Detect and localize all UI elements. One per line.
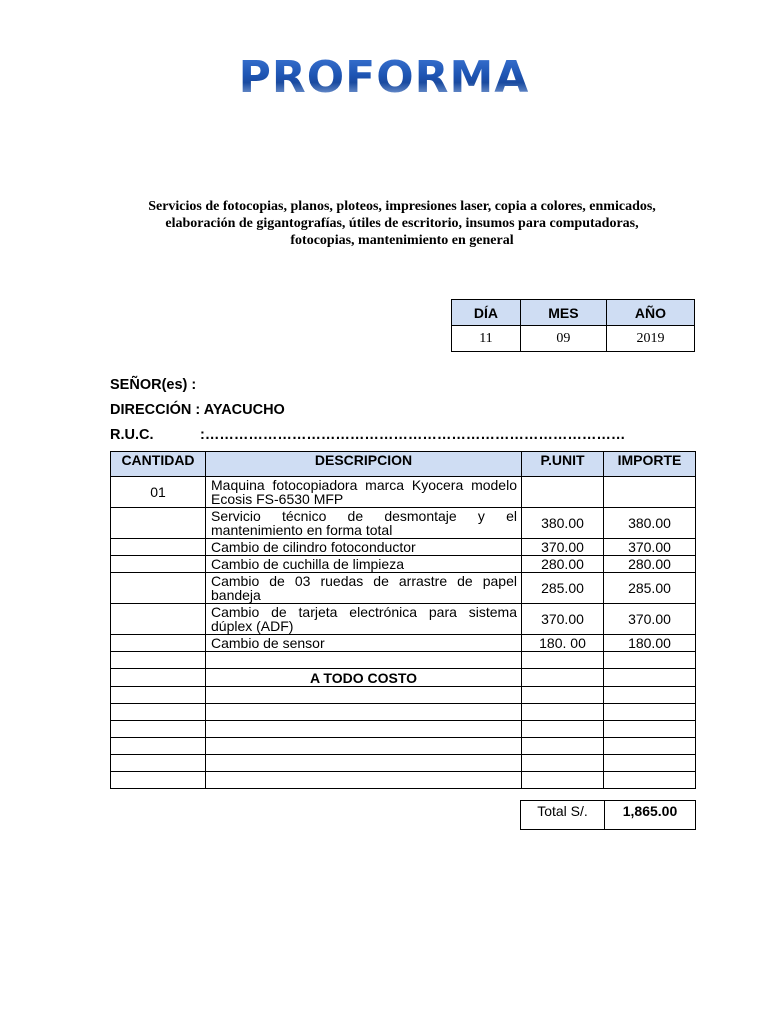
row-quantity — [111, 539, 206, 556]
row-quantity — [111, 556, 206, 573]
amount-header: IMPORTE — [604, 452, 696, 477]
row-quantity — [111, 508, 206, 539]
row-description: Cambio de cilindro fotoconductor — [206, 539, 522, 556]
row-description: Cambio de sensor — [206, 635, 522, 652]
unit-price-header: P.UNIT — [522, 452, 604, 477]
empty-row — [111, 772, 696, 789]
table-row — [111, 635, 696, 652]
table-row — [111, 477, 696, 508]
total-value: 1,865.00 — [605, 801, 696, 830]
table-row — [111, 508, 696, 539]
year-header: AÑO — [606, 300, 694, 326]
row-description: Servicio técnico de desmontaje y el mantenimiento en forma total — [206, 508, 522, 539]
ruc-value: :…………………………………………………………………………… — [200, 427, 626, 443]
total-label: Total S/. — [521, 801, 605, 830]
empty-row — [111, 652, 696, 669]
client-name-label: SEÑOR(es) : — [110, 377, 197, 393]
row-description: Maquina fotocopiadora marca Kyocera modelo Ecosis FS-6530 MFP — [206, 477, 522, 508]
row-unit-price: 370.00 — [522, 604, 604, 635]
row-unit-price: 180. 00 — [522, 635, 604, 652]
day-value: 11 — [452, 326, 521, 352]
row-amount: 280.00 — [604, 556, 696, 573]
total-table — [520, 800, 696, 830]
empty-row — [111, 687, 696, 704]
row-quantity: 01 — [111, 477, 206, 508]
empty-row — [111, 738, 696, 755]
row-description: Cambio de cuchilla de limpieza — [206, 556, 522, 573]
table-row — [111, 573, 696, 604]
ruc-label: R.U.C. — [110, 427, 154, 443]
row-quantity — [111, 635, 206, 652]
row-quantity — [111, 573, 206, 604]
ruc-field — [110, 427, 625, 443]
row-amount: 285.00 — [604, 573, 696, 604]
table-row — [111, 556, 696, 573]
table-row — [111, 604, 696, 635]
row-amount: 370.00 — [604, 604, 696, 635]
empty-row — [111, 721, 696, 738]
description-header: DESCRIPCION — [206, 452, 522, 477]
all-cost-note: A TODO COSTO — [206, 669, 522, 687]
row-unit-price: 370.00 — [522, 539, 604, 556]
row-description: Cambio de tarjeta electrónica para sistema dúplex (ADF) — [206, 604, 522, 635]
date-table — [451, 299, 695, 352]
address-label: DIRECCIÓN : AYACUCHO — [110, 402, 285, 418]
year-value: 2019 — [606, 326, 694, 352]
items-table — [110, 451, 696, 789]
month-value: 09 — [520, 326, 606, 352]
services-line: elaboración de gigantografías, útiles de escritorio, insumos para computadoras, — [165, 216, 639, 231]
row-amount: 380.00 — [604, 508, 696, 539]
empty-row — [111, 755, 696, 772]
quantity-header: CANTIDAD — [111, 452, 206, 477]
row-unit-price: 285.00 — [522, 573, 604, 604]
address-field — [110, 402, 285, 418]
table-row — [111, 539, 696, 556]
row-quantity — [111, 604, 206, 635]
row-description: Cambio de 03 ruedas de arrastre de papel bandeja — [206, 573, 522, 604]
row-unit-price — [522, 477, 604, 508]
empty-row — [111, 704, 696, 721]
services-line: Servicios de fotocopias, planos, ploteos, impresiones laser, copia a colores, enmicados, — [148, 199, 656, 214]
row-unit-price: 280.00 — [522, 556, 604, 573]
month-header: MES — [520, 300, 606, 326]
proforma-title: PROFORMA — [0, 52, 768, 103]
day-header: DÍA — [452, 300, 521, 326]
row-amount — [604, 477, 696, 508]
row-amount: 180.00 — [604, 635, 696, 652]
row-unit-price: 380.00 — [522, 508, 604, 539]
services-line: fotocopias, mantenimiento en general — [290, 233, 514, 248]
services-description — [108, 198, 696, 249]
table-header-row — [111, 452, 696, 477]
row-amount: 370.00 — [604, 539, 696, 556]
client-name-field — [110, 377, 196, 393]
note-row — [111, 669, 696, 687]
